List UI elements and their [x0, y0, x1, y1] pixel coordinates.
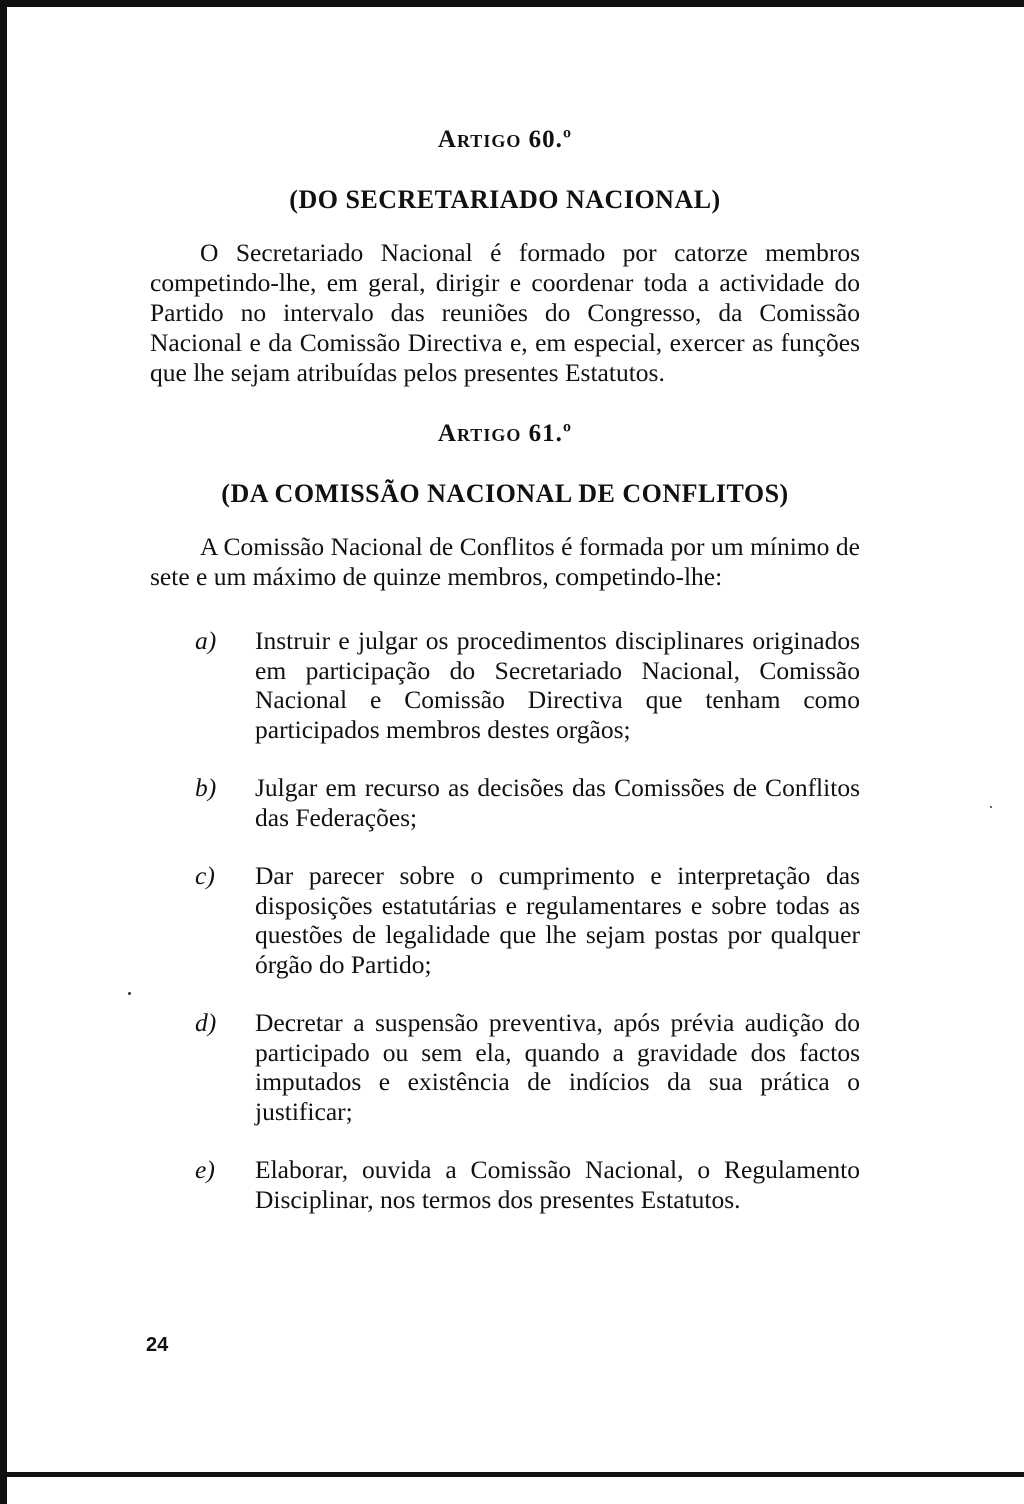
article-60-title-word: Artigo — [437, 126, 522, 153]
document-page — [150, 120, 860, 1243]
article-61-list — [150, 626, 860, 1214]
scan-speck — [990, 806, 992, 808]
article-60-paragraph: O Secretariado Nacional é formado por catorze membros competindo-lhe, em geral, dirigir e coordenar toda a actividade do Partido no intervalo das reuniões do Congresso, da Comissão Nacional e da Comissão Directiva e, em especial, exercer as funções que lhe sejam atribuídas pelos presentes Estatutos. — [150, 238, 860, 387]
list-item — [150, 1008, 860, 1126]
list-item-text: Dar parecer sobre o cumprimento e interpretação das disposições estatutárias e regulamentares e sobre todas as questões de legalidade que lhe sejam postas por qualquer órgão do Partido; — [255, 861, 860, 979]
scan-border-bottom — [0, 1472, 1024, 1477]
list-item-marker: a) — [195, 626, 217, 655]
article-61 — [150, 414, 860, 1214]
list-item — [150, 626, 860, 744]
list-item — [150, 773, 860, 832]
list-item-marker: c) — [195, 861, 215, 890]
page-number: 24 — [146, 1334, 169, 1356]
list-item-text: Julgar em recurso as decisões das Comissões de Conflitos das Federações; — [255, 773, 860, 832]
article-61-paragraph: A Comissão Nacional de Conflitos é formada por um mínimo de sete e um máximo de quinze membros, competindo-lhe: — [150, 532, 860, 591]
scan-border-top — [0, 0, 1024, 7]
list-item-text: Elaborar, ouvida a Comissão Nacional, o Regulamento Disciplinar, nos termos dos presentes Estatutos. — [255, 1155, 860, 1214]
list-item — [150, 1155, 860, 1214]
list-item-text: Instruir e julgar os procedimentos disciplinares originados em participação do Secretariado Nacional, Comissão Nacional e Comissão Directiva que tenham como participados membros destes orgãos; — [255, 626, 860, 744]
article-61-subtitle: (DA COMISSÃO NACIONAL DE CONFLITOS) — [221, 479, 789, 508]
list-item-text: Decretar a suspensão preventiva, após prévia audição do participado ou sem ela, quando a gravidade dos factos imputados e existência de indícios da sua prática o justificar; — [255, 1008, 860, 1126]
list-item-marker: e) — [195, 1155, 215, 1184]
list-item-marker: b) — [195, 773, 217, 802]
list-item-marker: d) — [195, 1008, 217, 1037]
article-61-title-word: Artigo — [437, 420, 522, 447]
article-61-title-number: 61.º — [528, 420, 573, 447]
article-60-title — [150, 120, 860, 160]
article-60-subtitle: (DO SECRETARIADO NACIONAL) — [289, 185, 721, 214]
article-60 — [150, 120, 860, 388]
article-61-title — [150, 414, 860, 454]
article-60-title-number: 60.º — [528, 126, 573, 153]
list-item — [150, 861, 860, 979]
scan-border-left — [0, 0, 7, 1504]
scan-speck — [128, 992, 131, 995]
